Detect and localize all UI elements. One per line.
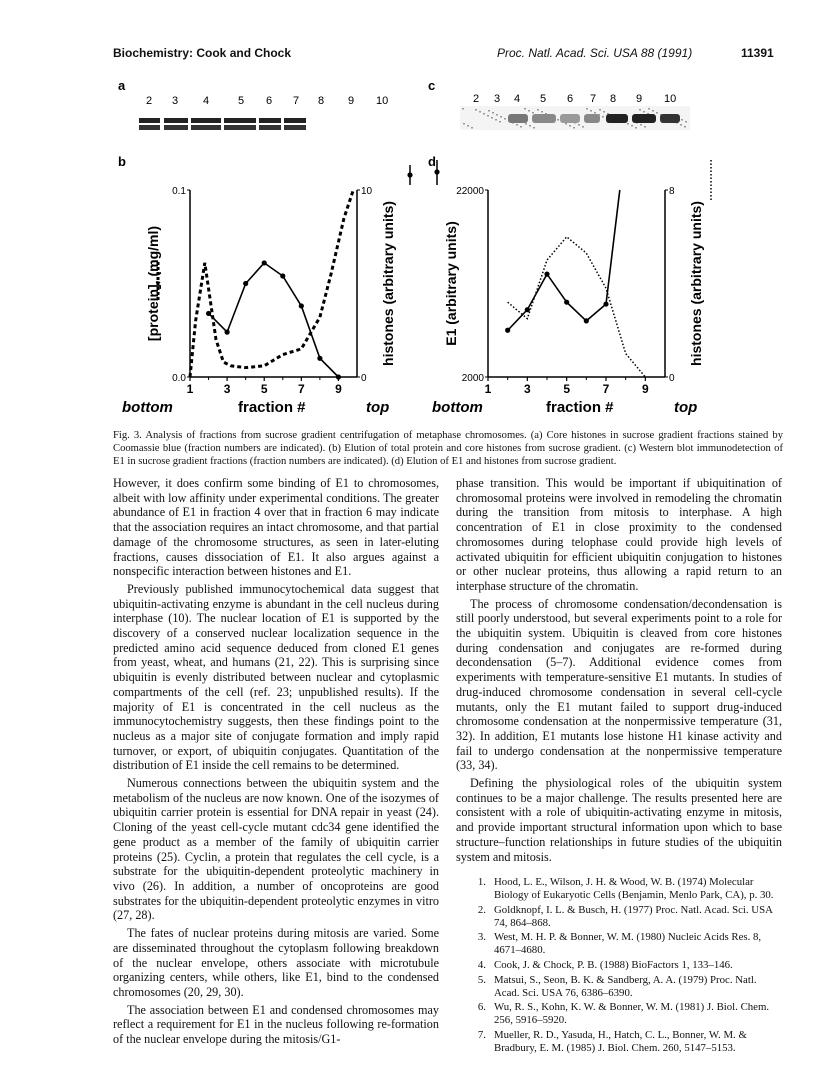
- blot-speckle: [487, 115, 489, 117]
- lane-number: 8: [318, 95, 325, 107]
- reference-item: 3. West, M. H. P. & Bonner, W. M. (1980) Nucleic Acids Res. 8, 4671–4680.: [477, 931, 762, 957]
- data-point: [262, 260, 267, 265]
- blot-speckle: [684, 126, 686, 128]
- left-tick-label: 22000: [456, 186, 484, 197]
- right-tick-label: 8: [669, 186, 675, 197]
- paragraph: The fates of nuclear proteins during mitosis are varied. Some are disseminated throughout the cytoplasm following breakdown of the nuclear envelope, others associate with microtubule organizing centers, while others, like E1, bind to the condensed chromosomes (20, 29, 30).: [113, 926, 439, 999]
- x-tick-label: 9: [641, 382, 649, 396]
- blot-speckle: [525, 123, 527, 125]
- paragraph: However, it does confirm some binding of E1 to chromosomes, albeit with low affinity under experimental conditions. The greater abundance of E1 in fraction 4 over that in fraction 6 may indicate that the association requires an intact chromosome, and that partial damage of the chromosome structures, as seen in later-eluting fractions, causes dissociation of E1. It also argues against a nonspecific interaction between histones and E1.: [113, 476, 439, 579]
- blot-speckle: [565, 123, 567, 125]
- blot-speckle: [479, 111, 481, 113]
- lane-number: 3: [494, 93, 501, 105]
- blot-speckle: [524, 108, 526, 110]
- blot-speckle: [586, 108, 588, 110]
- reference-item: 1. Hood, L. E., Wilson, J. H. & Wood, W. B. (1974) Molecular Biology of Eukaryotic Cells (Benjamin, Menlo Park, CA), p. 30.: [477, 876, 774, 902]
- gel-band: [139, 118, 160, 123]
- left-tick-label: 2000: [461, 373, 484, 384]
- series-line: [508, 190, 620, 330]
- blot-speckle: [488, 110, 490, 112]
- data-point: [206, 311, 211, 316]
- gel-band: [259, 125, 281, 130]
- panel-label-c: c: [428, 78, 436, 93]
- gel-band: [164, 125, 188, 130]
- data-point: [317, 356, 322, 361]
- right-tick-label: 0: [361, 373, 367, 384]
- blot-speckle: [681, 119, 683, 121]
- lane-number: 7: [293, 95, 300, 107]
- blot-speckle: [463, 123, 465, 125]
- gel-band: [224, 125, 256, 130]
- gel-panel-a: [139, 95, 388, 130]
- reference-item: 6. Wu, R. S., Kohn, K. W. & Bonner, W. M. (1981) J. Biol. Chem. 256, 5916–5920.: [477, 1001, 770, 1027]
- data-point: [336, 374, 341, 379]
- left-axis-label: E1 (arbitrary units): [443, 221, 459, 346]
- blot-speckle: [529, 125, 531, 127]
- blot-speckle: [685, 121, 687, 123]
- blot-speckle: [569, 125, 571, 127]
- blot-speckle: [635, 127, 637, 129]
- blot-band: [632, 114, 656, 123]
- blot-speckle: [680, 124, 682, 126]
- x-tick-label: 5: [260, 382, 268, 396]
- data-point: [544, 272, 549, 277]
- left-column: [113, 476, 439, 1050]
- blot-speckle: [573, 127, 575, 129]
- blot-speckle: [471, 127, 473, 129]
- reference-item: 4. Cook, J. & Chock, P. B. (1988) BioFactors 1, 133–146.: [477, 959, 733, 972]
- reference-item: 2. Goldknopf, I. L. & Busch, H. (1977) Proc. Natl. Acad. Sci. USA 74, 864–868.: [477, 903, 773, 929]
- blot-speckle: [500, 116, 502, 118]
- lane-number: 10: [664, 93, 677, 105]
- lane-number: 4: [203, 95, 210, 107]
- x-tick-label: 7: [297, 382, 305, 396]
- x-tick-label: 5: [563, 382, 571, 396]
- lane-number: 9: [636, 93, 643, 105]
- reference-item: 7. Mueller, R. D., Yasuda, H., Hatch, C. L., Bonner, W. M. & Bradbury, E. M. (1985) J. Biol. Chem. 260, 5147–5153.: [477, 1029, 747, 1054]
- blot-speckle: [627, 123, 629, 125]
- lane-number: 8: [610, 93, 617, 105]
- x-axis-label-d: fraction #: [546, 399, 614, 416]
- lane-number: 6: [266, 95, 273, 107]
- right-column: [456, 476, 782, 1057]
- x-tick-label: 1: [484, 382, 492, 396]
- gel-band: [191, 118, 221, 123]
- blot-speckle: [520, 126, 522, 128]
- top-label-b: top: [366, 399, 390, 416]
- blot-speckle: [541, 111, 543, 113]
- blot-speckle: [656, 112, 658, 114]
- blot-speckle: [499, 121, 501, 123]
- blot-speckle: [603, 111, 605, 113]
- blot-band: [606, 114, 628, 123]
- paragraph: phase transition. This would be important if ubiquitination of chromosomal proteins were involved in remodeling the chromatin during the transition from mitosis to interphase. A high concentration of E1 in close proximity to the condensed chromosomes during telophase could provide high levels of activated ubiquitin for efficient ubiquitin conjugation to histones or other nuclear proteins, thus allowing a rapid return to an interphase structure of the chromatin.: [456, 476, 782, 593]
- blot-speckle: [639, 109, 641, 111]
- left-axis-label: [protein], (mg/ml): [145, 225, 161, 342]
- blot-speckle: [631, 125, 633, 127]
- blot-speckle: [599, 109, 601, 111]
- data-point: [299, 303, 304, 308]
- paragraph: Previously published immunocytochemical data suggest that ubiquitin-activating enzyme is abundant in the cell nucleus during interphase (10). The nuclear location of E1 is supported by the discovery of a conserved nuclear localization sequence in the predicted amino acid sequence deduced from cloned E1 genes from yeast, wheat, and humans (21, 22). This is surprising since ubiquitin is evenly distributed between nuclear and cytoplasmic compartments of the cell (ref. 23; unpublished results). If the majority of E1 is concentrated in the cell nucleus as the immunocytochemistry suggests, then these findings point to the nucleus as a major site of conjugate formation and imply rapid turnover, or export, of ubiquitin conjugates. Quantitation of the distribution of E1 inside the cell remains to be determined.: [113, 581, 439, 773]
- blot-band: [660, 114, 680, 123]
- x-axis-label-b: fraction #: [238, 399, 306, 416]
- blot-band: [560, 114, 580, 123]
- chart-panel-d: [434, 160, 711, 396]
- figure-caption: Fig. 3. Analysis of fractions from sucrose gradient centrifugation of metaphase chromosomes. (a) Core histones in sucrose gradient fractions stained by Coomassie blue (fraction numbers are indicated). (b) Elution of total protein and core histones from sucrose gradient. (c) Western blot immunodetection of E1 in sucrose gradient fractions (fraction numbers are indicated). (d) Elution of E1 and histones from sucrose gradient.: [113, 430, 783, 467]
- blot-speckle: [640, 124, 642, 126]
- running-header-journal: Proc. Natl. Acad. Sci. USA 88 (1991): [497, 46, 693, 60]
- lane-number: 6: [567, 93, 574, 105]
- lane-number: 4: [514, 93, 521, 105]
- blot-band: [532, 114, 556, 123]
- gel-band: [284, 125, 306, 130]
- blot-speckle: [528, 110, 530, 112]
- panel-label-b: b: [118, 154, 126, 169]
- blot-speckle: [504, 118, 506, 120]
- right-tick-label: 10: [361, 186, 373, 197]
- running-header-left: Biochemistry: Cook and Chock: [113, 46, 292, 60]
- x-tick-label: 3: [523, 382, 531, 396]
- data-point: [280, 273, 285, 278]
- blot-speckle: [491, 117, 493, 119]
- blot-speckle: [495, 119, 497, 121]
- blot-speckle: [644, 126, 646, 128]
- reference-list: [456, 876, 782, 1054]
- lane-number: 5: [238, 95, 245, 107]
- gel-band: [284, 118, 306, 123]
- lane-number: 5: [540, 93, 547, 105]
- data-point: [603, 301, 608, 306]
- paragraph: Numerous connections between the ubiquitin system and the metabolism of the nucleus are now known. One of the isozymes of ubiquitin carrier protein is essential for DNA repair in yeast (24). Cloning of the yeast cell-cycle mutant cdc34 gene identified the gene product as a member of the family of ubiquitin carrier proteins (25). Cyclin, a protein that regulates the cell cycle, is a substrate for the ubiquitin-dependent proteolytic machinery in vivo (26). In addition, a number of oncoproteins are good substrates for the ubiquitin-dependent proteolytic enzymes in vitro (27, 28).: [113, 776, 439, 923]
- top-label-d: top: [674, 399, 698, 416]
- x-tick-label: 9: [335, 382, 342, 396]
- right-axis-label: histones (arbitrary units): [688, 201, 704, 366]
- legend-dot: [434, 169, 439, 174]
- x-tick-label: 3: [223, 382, 231, 396]
- data-point: [505, 328, 510, 333]
- blot-speckle: [557, 119, 559, 121]
- blot-speckle: [648, 108, 650, 110]
- lane-number: 10: [376, 95, 389, 107]
- chart-panel-b: [145, 165, 413, 396]
- gel-band: [224, 118, 256, 123]
- blot-speckle: [602, 116, 604, 118]
- blot-speckle: [652, 110, 654, 112]
- gel-band: [139, 125, 160, 130]
- data-point: [243, 281, 248, 286]
- x-tick-label: 1: [186, 382, 194, 396]
- data-point: [584, 318, 589, 323]
- blot-speckle: [475, 109, 477, 111]
- legend-dot: [407, 172, 412, 177]
- blot-speckle: [496, 114, 498, 116]
- gel-band: [164, 118, 188, 123]
- left-tick-label: 0.0: [172, 373, 186, 384]
- lane-number: 2: [146, 95, 153, 107]
- blot-band: [508, 114, 528, 123]
- blot-speckle: [467, 125, 469, 127]
- right-tick-label: 0: [669, 373, 675, 384]
- gel-band: [191, 125, 221, 130]
- blot-speckle: [594, 112, 596, 114]
- lane-number: 2: [473, 93, 480, 105]
- blot-speckle: [537, 109, 539, 111]
- panel-label-a: a: [118, 78, 126, 93]
- blot-speckle: [462, 108, 464, 110]
- x-tick-label: 7: [602, 382, 610, 396]
- panel-label-d: d: [428, 154, 436, 169]
- western-blot-panel-c: [460, 93, 690, 130]
- data-point: [225, 330, 230, 335]
- blot-speckle: [582, 126, 584, 128]
- blot-speckle: [516, 124, 518, 126]
- page-number: 11391: [741, 46, 774, 60]
- bottom-label-d: bottom: [432, 399, 483, 416]
- blot-speckle: [483, 113, 485, 115]
- blot-speckle: [643, 111, 645, 113]
- blot-speckle: [533, 127, 535, 129]
- right-axis-label: histones (arbitrary units): [380, 201, 396, 366]
- gel-band: [259, 118, 281, 123]
- blot-speckle: [532, 112, 534, 114]
- lane-number: 3: [172, 95, 179, 107]
- figure-3: [0, 0, 816, 425]
- blot-speckle: [590, 110, 592, 112]
- left-tick-label: 0.1: [172, 186, 186, 197]
- data-point: [564, 300, 569, 305]
- paragraph: Defining the physiological roles of the ubiquitin system continues to be a major challenge. The results presented here are consistent with a role of ubiquitin-activating enzyme in mitosis, and provide important structural information upon which to base structure–function relationships in future studies of the ubiquitin system and mitosis.: [456, 776, 782, 864]
- bottom-label-b: bottom: [122, 399, 173, 416]
- blot-band: [584, 114, 600, 123]
- paragraph: The process of chromosome condensation/decondensation is still poorly understood, but several experiments point to a role for the ubiquitin system. Ubiquitin is cleaved from core histones during condensation and conjugates are re-formed during decondensation (5–7). Additional evidence comes from experiments with temperature-sensitive E1 mutants. In studies of drug-induced chromosome condensation in several cell-cycle mutants, only the E1 mutant failed to support drug-induced chromosome condensation at the nonpermissive temperature (31, 32). In addition, E1 mutants lose histone H1 kinase activity and fail to undergo condensation at the nonpermissive temperature (33, 34).: [456, 596, 782, 773]
- series-line: [190, 190, 353, 377]
- lane-number: 7: [590, 93, 597, 105]
- blot-speckle: [492, 112, 494, 114]
- reference-item: 5. Matsui, S., Seon, B. K. & Sandberg, A. A. (1979) Proc. Natl. Acad. Sci. USA 76, 6386–6390.: [477, 973, 757, 999]
- lane-number: 9: [348, 95, 355, 107]
- blot-speckle: [578, 124, 580, 126]
- paragraph: The association between E1 and condensed chromosomes may reflect a requirement for E1 in the nucleus following re-formation of the nuclear envelope during the mitosis/G1-: [113, 1002, 439, 1047]
